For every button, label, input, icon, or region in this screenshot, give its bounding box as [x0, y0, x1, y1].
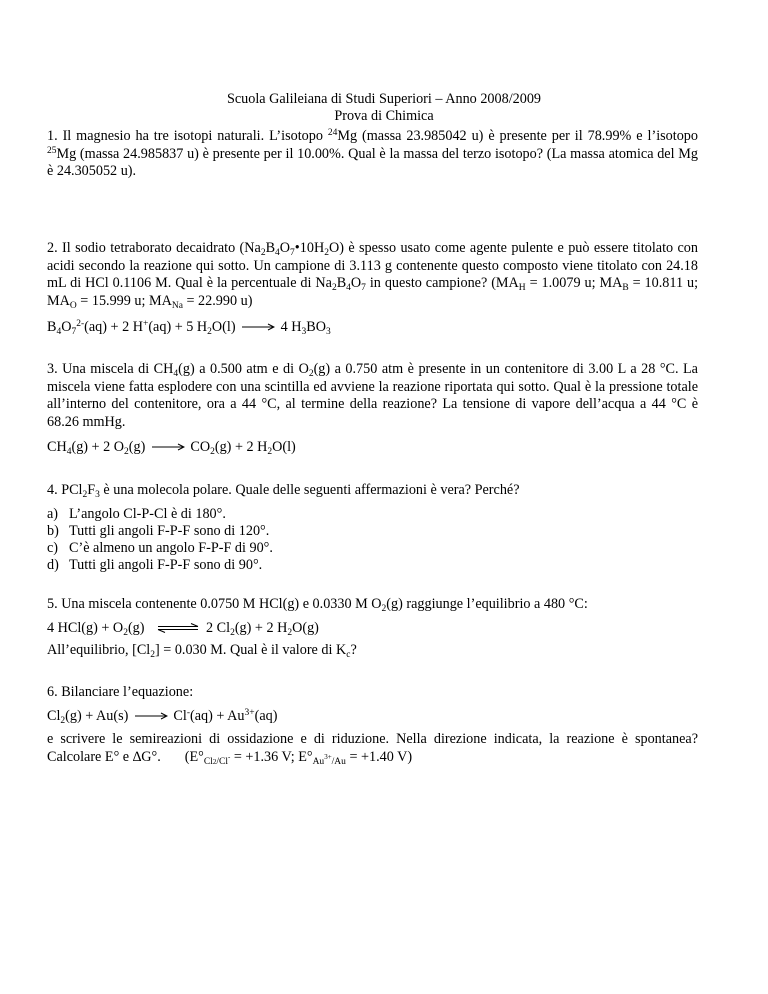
question-1: 1. Il magnesio ha tre isotopi naturali. L’isotopo $^{24}$Mg (massa 23.985042 u) è presente per il 78.99% e l’isotopo $^{25}$Mg (massa 24.985837 u) è presente per il 10.00%. Qual è la massa del terzo isotopo? (La massa atomica del Mg è 24.305052 u).: [47, 128, 698, 179]
reaction-arrow-icon: [151, 443, 185, 451]
equilibrium-arrow-icon: [156, 623, 200, 633]
question-4: 4. $PCl_2F_3$ è una molecola polare. Quale delle seguenti affermazioni è vera? Perché?: [47, 482, 520, 500]
question-6-equation: $Cl_2(g) + Au(s) Cl^-(aq) + Au^{3+}(aq)$: [47, 708, 278, 726]
question-5: 5. Una miscela contenente 0.0750 M HCl(g) e 0.0330 M $O_2(g)$ raggiunge l’equilibrio a 480 °C:: [47, 596, 588, 614]
reaction-arrow-icon: [134, 712, 168, 720]
question-5-equation: 4 $HCl(g) + O_2(g)$ 2 $Cl_2(g) + 2$ $H_2O(g)$: [47, 620, 319, 638]
question-6-text: e scrivere le semireazioni di ossidazione e di riduzione. Nella direzione indicata, la reazione è spontanea? Calcolare E° e ∆G°. ($E^\circ_{Cl2/Cl^-} = +1.36$ V; $E^\circ_{Au^{3+}/Au} = +1.40$ V): [47, 731, 698, 767]
question-2: 2. Il sodio tetraborato decaidrato $(Na_2B_4O_7•10H_2O)$ è spesso usato come agente pulente e può essere titolato con acidi secondo la reazione qui sotto. Un campione di 3.113 g contenente questo composto viene titolato con 24.18 mL di HCl 0.1106 M. Qual è la percentuale di $Na_2B_4O_7$ in questo campione? ($MA_H = 1.0079$ u; $MA_B = 10.811$ u; $MA_O = 15.999$ u; $MA_{Na} = 22.990$ u): [47, 240, 699, 311]
option-b: b) Tutti gli angoli F-P-F sono di 120°.: [47, 523, 270, 539]
reaction-arrow-icon: [241, 323, 275, 331]
question-5-condition: All’equilibrio, $[Cl_2] = 0.030$ M. Qual è il valore di $K_c$?: [47, 642, 357, 660]
question-3: 3. Una miscela di $CH_4(g)$ a 0.500 atm e di $O_2(g)$ a 0.750 atm è presente in un contenitore di 3.00 L a 28 °C. La miscela viene fatta esplodere con una scintilla ed avviene la reazione riportata qui sotto. Qual è la pressione totale all’interno del contenitore, ora a 44 °C, al termine della reazione? La tensione di vapore dell’acqua a 44 °C è 68.26 mmHg.: [47, 361, 698, 430]
question-2-equation: $B_4O_7^{2-}(aq) + 2$ H+(aq) + 5 $H_2O(l)$ 4 $H_3BO_3$: [47, 319, 331, 337]
option-d: d) Tutti gli angoli F-P-F sono di 90°.: [47, 557, 263, 573]
question-6: 6. Bilanciare l’equazione:: [47, 684, 194, 700]
exam-title: Prova di Chimica: [334, 108, 434, 124]
document-header: [0, 91, 768, 125]
question-3-equation: $CH_4(g) + 2$ $O_2(g) CO_2(g) + 2$ $H_2O(l)$: [47, 439, 296, 457]
option-c: c) C’è almeno un angolo F-P-F di 90°.: [47, 540, 273, 556]
option-a: a) L’angolo Cl-P-Cl è di 180°.: [47, 506, 226, 522]
school-title: Scuola Galileiana di Studi Superiori – Anno 2008/2009: [226, 91, 542, 107]
